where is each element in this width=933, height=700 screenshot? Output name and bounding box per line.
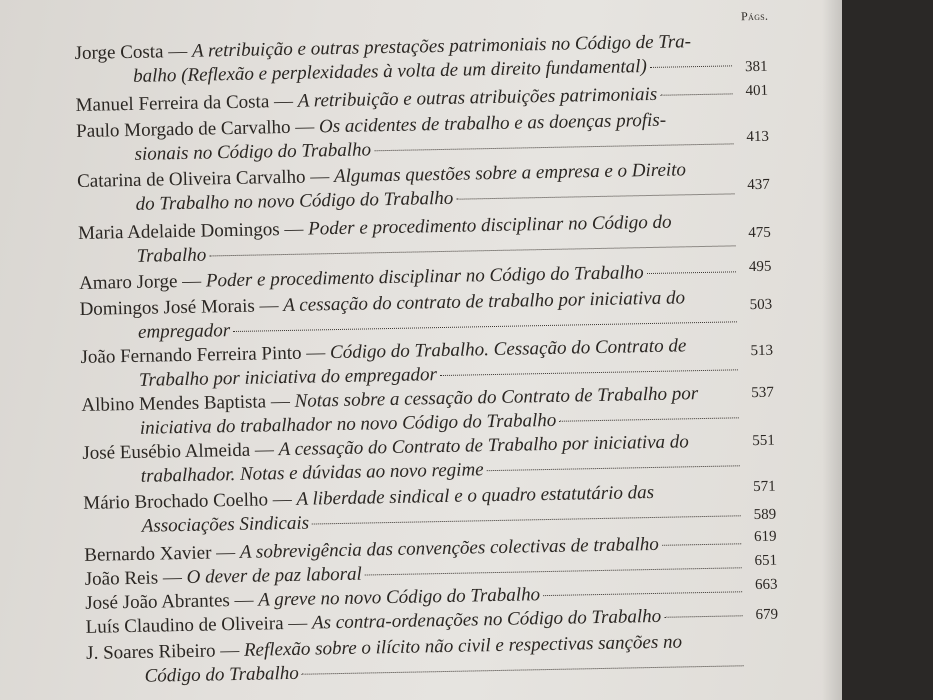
leader-dots: [374, 143, 733, 151]
toc-entry: Luís Claudino de Oliveira — As contra-ordenações no Código do Trabalho 663: [85, 603, 745, 640]
toc-entry: Jorge Costa — A retribuição e outras prestações patrimoniais no Código de Tra- balho (Reflexão e perplexidades à volta de um direito fundamental) 381: [74, 29, 735, 90]
entry-title-cont: Trabalho: [136, 244, 207, 267]
leader-dots: [456, 193, 734, 199]
entry-page: 537: [751, 384, 774, 402]
entry-title-cont: trabalhador. Notas e dúvidas ao novo regime: [140, 459, 484, 487]
entry-title: Código do Trabalho. Cessação do Contrato de: [329, 335, 687, 364]
entry-title: A cessação do Contrato de Trabalho por iniciativa do: [278, 431, 690, 461]
pags-header: Págs.: [740, 8, 769, 24]
toc-entry: João Reis — O dever de paz laboral 619: [85, 555, 745, 592]
entry-title: Poder e procedimento disciplinar no Código do Trabalho: [205, 262, 644, 292]
toc-entry: Amaro Jorge — Poder e procedimento disciplinar no Código do Trabalho 495: [79, 259, 739, 296]
leader-dots: [233, 321, 737, 332]
entry-page: 619: [753, 528, 777, 546]
entry-title: A retribuição e outras atribuições patrimoniais: [297, 83, 658, 112]
entry-title: As contra-ordenações no Código do Trabalho: [311, 605, 662, 634]
leader-dots: [312, 515, 741, 524]
entry-page: 571: [752, 478, 776, 496]
entry-title: A liberdade sindical e o quadro estatutário das: [296, 481, 655, 510]
entry-author: Manuel Ferreira da Costa: [75, 91, 270, 116]
entry-title: A greve no novo Código do Trabalho: [258, 584, 541, 611]
entry-page: 413: [746, 128, 770, 146]
toc-entry: Domingos José Morais — A cessação do contrato de trabalho por iniciativa do empregador 503: [79, 285, 740, 346]
entry-title-cont: sionais no Código do Trabalho: [134, 139, 372, 165]
entry-author: Mário Brochado Coelho: [83, 489, 269, 514]
entry-title-cont: balho (Reflexão e perplexidades à volta de um direito fundamental): [132, 56, 648, 87]
entry-title-cont: empregador: [137, 320, 231, 343]
entry-title: A retribuição e outras prestações patrimoniais no Código de Tra-: [191, 31, 692, 62]
entry-page: 495: [748, 258, 772, 276]
entry-title-cont: Código do Trabalho: [144, 662, 299, 687]
leader-dots: [662, 543, 741, 546]
entry-author: Amaro Jorge: [78, 271, 178, 294]
entry-author: Jorge Costa: [74, 41, 164, 65]
entry-author: João Reis: [84, 567, 159, 590]
toc-entry: João Fernando Ferreira Pinto — Código do Trabalho. Cessação do Contrato de Trabalho por iniciativa do empregador 513: [80, 333, 741, 394]
toc-entry: Paulo Morgado de Carvalho — Os acidentes de trabalho e as doenças profis- sionais no Código do Trabalho 413: [76, 107, 737, 168]
toc-entry: Bernardo Xavier — A sobrevigência das convenções colectivas de trabalho 589: [84, 531, 744, 568]
leader-dots: [209, 245, 735, 256]
entry-page: 589: [753, 506, 777, 524]
leader-dots: [440, 369, 738, 376]
toc-entry: J. Soares Ribeiro — Reflexão sobre o ilícito não civil e respectivas sanções no Código do Trabalho 679: [86, 629, 747, 690]
leader-dots: [365, 567, 742, 575]
entry-author: Domingos José Morais: [79, 295, 256, 320]
entry-title-cont: do Trabalho no novo Código do Trabalho: [135, 187, 454, 215]
entry-page: 401: [745, 82, 769, 100]
entry-title-cont: Trabalho por iniciativa do empregador: [138, 364, 438, 391]
entry-author: Maria Adelaide Domingos: [77, 219, 280, 244]
entry-title: Reflexão sobre o ilícito não civil e respectivas sanções no: [243, 631, 683, 661]
entry-author: Bernardo Xavier: [84, 542, 212, 566]
entry-title-cont: iniciativa do trabalhador no novo Código do Trabalho: [139, 409, 557, 439]
entry-author: Paulo Morgado de Carvalho: [75, 116, 291, 142]
toc-entry: José João Abrantes — A greve no novo Código do Trabalho 651: [85, 579, 745, 616]
leader-dots: [647, 271, 736, 274]
toc-entry: Mário Brochado Coelho — A liberdade sindical e o quadro estatutário das Associações Sindicais 571: [83, 479, 744, 540]
toc-entry: Albino Mendes Baptista — Notas sobre a cessação do Contrato de Trabalho por iniciativa do trabalhador no novo Código do Trabalho 537: [81, 381, 742, 442]
entry-title: Notas sobre a cessação do Contrato de Trabalho por: [294, 383, 699, 412]
entry-title: Poder e procedimento disciplinar no Código do: [307, 211, 672, 240]
entry-title: A sobrevigência das convenções colectivas de trabalho: [239, 533, 659, 563]
entry-page: 679: [755, 606, 779, 624]
leader-dots: [664, 615, 742, 618]
entry-page: 551: [752, 432, 775, 450]
entry-page: 437: [747, 176, 770, 194]
entry-title: O dever de paz laboral: [186, 563, 362, 588]
entry-title: A cessação do contrato de trabalho por iniciativa do: [283, 287, 686, 317]
toc-entry: José Eusébio Almeida — A cessação do Contrato de Trabalho por iniciativa do trabalhador. Notas e dúvidas ao novo regime 551: [82, 429, 743, 490]
entry-title: Os acidentes de trabalho e as doenças profis-: [318, 109, 667, 138]
entry-author: Albino Mendes Baptista: [81, 391, 267, 416]
entry-page: 503: [749, 296, 773, 314]
leader-dots: [660, 93, 732, 95]
leader-dots: [559, 417, 739, 421]
entry-author: Catarina de Oliveira Carvalho: [76, 166, 306, 192]
leader-dots: [650, 65, 732, 68]
entry-page: 381: [744, 58, 768, 76]
entry-page: 475: [748, 224, 771, 242]
page-edge-shadow: [822, 0, 842, 700]
toc-entry: Catarina de Oliveira Carvalho — Algumas questões sobre a empresa e o Direito do Trabalho no novo Código do Trabalho 437: [77, 157, 738, 218]
entry-author: José João Abrantes: [85, 590, 231, 614]
entry-page: 513: [750, 342, 774, 360]
leader-dots: [543, 591, 742, 596]
leader-dots: [487, 465, 740, 471]
leader-dots: [302, 665, 744, 674]
entry-title: Algumas questões sobre a empresa e o Direito: [333, 159, 687, 188]
entry-author: João Fernando Ferreira Pinto: [80, 342, 302, 368]
toc-entry: Maria Adelaide Domingos — Poder e procedimento disciplinar no Código do Trabalho 475: [78, 209, 739, 270]
entry-author: José Eusébio Almeida: [82, 439, 251, 464]
entry-title-cont: Associações Sindicais: [141, 512, 310, 537]
entry-author: J. Soares Ribeiro: [86, 640, 216, 664]
entry-page: 651: [754, 552, 778, 570]
entry-author: Luís Claudino de Oliveira: [85, 613, 284, 638]
entry-page: 663: [754, 576, 778, 594]
toc-entry: Manuel Ferreira da Costa — A retribuição e outras atribuições patrimoniais 401: [75, 81, 735, 118]
